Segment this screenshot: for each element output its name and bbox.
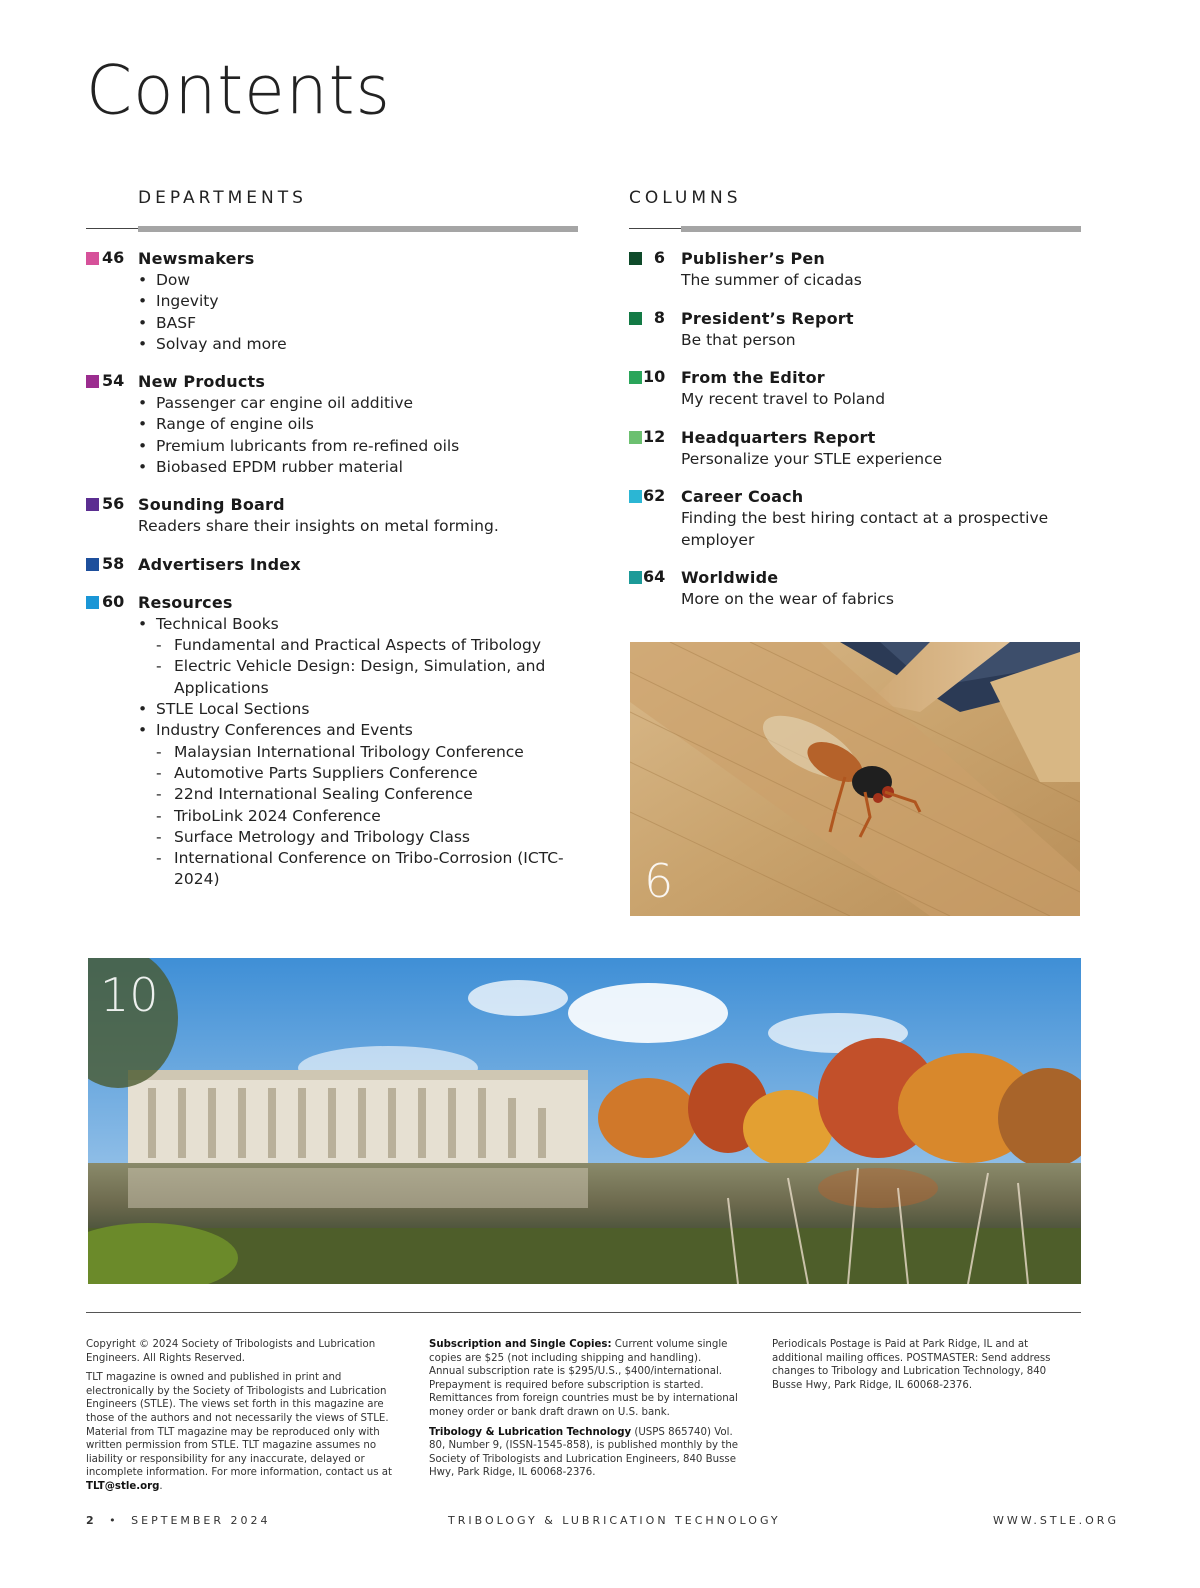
toc-entry[interactable] [629,367,1089,411]
entry-body [138,592,586,891]
entry-page-number: 64 [643,567,666,586]
columns-list [629,248,1089,627]
bullet-item: • Passenger car engine oil additive [138,393,586,414]
entry-title[interactable]: President’s Report [681,308,854,328]
color-marker [629,571,642,584]
resource-sublist-wrapper [138,635,586,699]
resource-list [138,614,586,891]
color-marker [629,490,642,503]
copyright-text: Copyright © 2024 Society of Tribologists and Lubrication Engineers. All Rights Reserved. [86,1339,376,1364]
resource-sublist [156,635,586,699]
entry-page-number: 12 [643,426,666,446]
toc-entry[interactable] [86,592,586,891]
resource-item: - TriboLink 2024 Conference [156,806,586,827]
entry-page-number: 56 [102,494,125,514]
publication-info-text: Tribology & Lubrication Technology (USPS 865740) Vol. 80, Number 9, (ISSN-1545-858), is published monthly by the Society of Tribologists and Lubrication Engineers, 840 Busse Hwy, Park Ridge, IL 60068-2376. [429,1426,739,1479]
entry-page-number: 10 [643,367,666,386]
resource-category: • STLE Local Sections [138,699,586,720]
entry-title[interactable]: From the Editor [681,368,825,387]
footer-separator: • [109,1514,119,1527]
toc-entry[interactable] [86,494,586,538]
departments-rule [86,226,578,232]
entry-page-number: 6 [653,248,665,267]
bullet-item: • BASF [138,313,586,334]
entry-page-number: 54 [102,371,125,391]
toc-entry[interactable] [629,427,1089,471]
entry-title[interactable]: New Products [138,372,266,392]
resource-category: • Industry Conferences and Events [138,720,586,741]
bullet-item: • Dow [138,270,586,291]
entry-page-number: 8 [653,307,665,327]
park-photo-page-number: 10 [100,968,159,1022]
columns-heading: COLUMNS [629,188,742,208]
entry-subtitle: More on the wear of fabrics [681,590,894,608]
entry-page-number: 46 [102,248,125,267]
entry-page-number: 62 [643,486,666,505]
entry-body [138,554,586,576]
entry-body [681,248,1089,292]
entry-body [681,567,1089,611]
bullet-item: • Biobased EPDM rubber material [138,457,586,478]
resource-sublist-wrapper [138,742,586,891]
entry-subtitle: My recent travel to Poland [681,390,886,408]
subscription-block [429,1338,739,1486]
entry-title[interactable]: Resources [138,592,233,612]
resource-item: - Automotive Parts Suppliers Conference [156,763,586,784]
page-title: Contents [86,51,391,130]
entry-bullets [138,270,586,355]
color-marker [629,312,642,325]
color-marker [86,596,99,609]
entry-body [681,367,1089,411]
entry-title[interactable]: Worldwide [681,568,779,587]
entry-page-number: 58 [102,553,125,573]
toc-entry[interactable] [629,308,1089,352]
copyright-block [86,1338,402,1500]
entry-bullets [138,393,586,478]
fineprint-divider [86,1312,1081,1313]
bullet-item: • Range of engine oils [138,414,586,435]
postage-block [772,1338,1072,1398]
entry-body [138,494,586,538]
resource-item: - International Conference on Tribo-Corrosion (ICTC-2024) [156,848,586,891]
entry-body [138,371,586,478]
resource-item: - Surface Metrology and Tribology Class [156,827,586,848]
entry-subtitle: The summer of cicadas [681,271,862,289]
park-photo-image [88,958,1081,1284]
entry-body [681,486,1089,551]
columns-rule [629,226,1081,232]
toc-entry[interactable] [86,248,586,355]
entry-title[interactable]: Advertisers Index [138,554,301,574]
entry-title[interactable]: Publisher’s Pen [681,249,826,268]
color-marker [86,252,99,265]
bullet-item: • Solvay and more [138,334,586,355]
entry-subtitle: Finding the best hiring contact at a prospective employer [681,509,1049,549]
footer-page-date [86,1514,271,1527]
color-marker [629,252,642,265]
color-marker [629,371,642,384]
toc-entry[interactable] [86,371,586,478]
entry-title[interactable]: Career Coach [681,487,804,506]
color-marker [629,431,642,444]
entry-subtitle: Readers share their insights on metal forming. [138,517,499,536]
entry-page-number: 60 [102,591,125,611]
website-link[interactable]: WWW.STLE.ORG [993,1514,1119,1527]
entry-body [681,427,1089,471]
park-photo [88,958,1081,1284]
entry-body [681,308,1089,352]
toc-entry[interactable] [629,248,1089,292]
resource-item: - 22nd International Sealing Conference [156,784,586,805]
entry-title[interactable]: Headquarters Report [681,427,876,447]
entry-title[interactable]: Sounding Board [138,495,285,515]
toc-entry[interactable] [629,486,1089,551]
entry-body [138,248,586,355]
entry-subtitle: Personalize your STLE experience [681,449,943,468]
resource-item: - Fundamental and Practical Aspects of Tribology [156,635,586,656]
toc-entry[interactable] [86,554,586,576]
departments-heading: DEPARTMENTS [138,188,307,208]
resource-sublist [156,742,586,891]
toc-entry[interactable] [629,567,1089,611]
cicada-photo-image [630,642,1080,916]
publication-name: TRIBOLOGY & LUBRICATION TECHNOLOGY [448,1514,781,1527]
bullet-item: • Ingevity [138,291,586,312]
departments-list [86,248,586,907]
color-marker [86,498,99,511]
cicada-photo [630,642,1080,916]
ownership-text: TLT magazine is owned and published in print and electronically by the Society of Tribologists and Lubrication Engineers (STLE). The views set forth in this magazine are those of the authors and not necessarily the views of STLE. Material from TLT magazine may be reproduced only with written permission from STLE. TLT magazine assumes no liability or responsibility for any inaccurate, delayed or incomplete information. For more information, contact us at TLT@stle.org. [86,1372,393,1492]
contact-email-link[interactable]: TLT@stle.org [86,1480,160,1492]
resource-item: - Malaysian International Tribology Conference [156,742,586,763]
issue-date: SEPTEMBER 2024 [131,1514,271,1527]
postage-text: Periodicals Postage is Paid at Park Ridge, IL and at additional mailing offices. POSTMASTER: Send address changes to Tribology and Lubrication Technology, 840 Busse Hwy, Park Ridge, IL 60068-2376. [772,1339,1051,1391]
cicada-photo-page-number: 6 [644,854,674,908]
resource-item: - Electric Vehicle Design: Design, Simulation, and Applications [156,656,586,699]
entry-subtitle: Be that person [681,330,796,349]
resource-category: • Technical Books [138,614,586,635]
subscription-text: Subscription and Single Copies: Current volume single copies are $25 (not including shipping and handling). Annual subscription rate is $295/U.S., $400/international. Prepayment is required before subscription is started. Remittances from foreign countries must be by international money order or bank draft drawn on U.S. bank. [429,1339,738,1418]
color-marker [86,375,99,388]
page-number: 2 [86,1514,97,1527]
bullet-item: • Premium lubricants from re-refined oils [138,436,586,457]
color-marker [86,558,99,571]
entry-title[interactable]: Newsmakers [138,249,255,268]
